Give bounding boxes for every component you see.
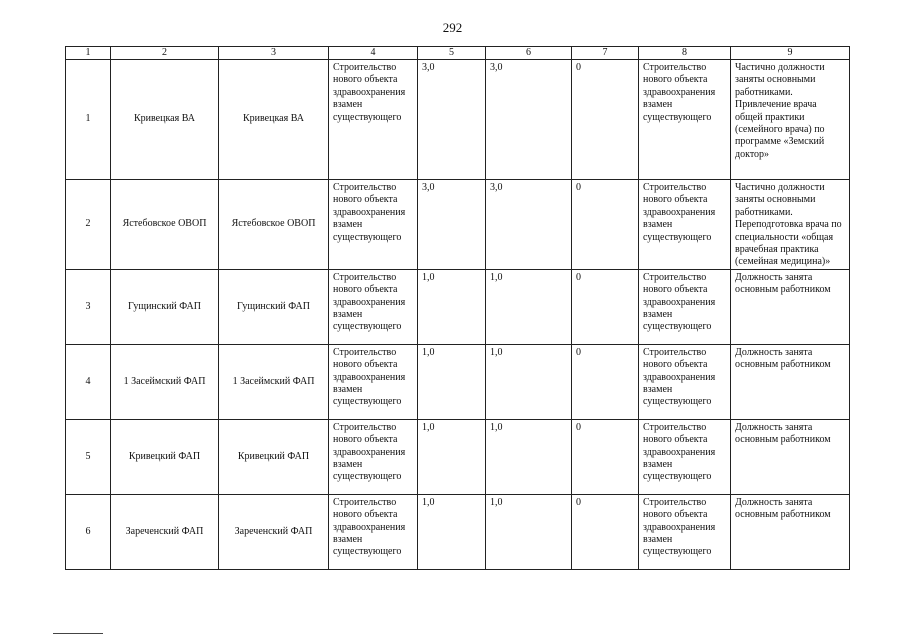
facility-name: Кривецкий ФАП xyxy=(111,419,219,494)
planned-action: Строительство нового объекта здравоохранения взамен существующего xyxy=(329,419,418,494)
staffing-note: Должность занята основным работником xyxy=(731,419,850,494)
facility-name: 1 Засеймский ФАП xyxy=(111,344,219,419)
row-number: 4 xyxy=(66,344,111,419)
action-col8: Строительство нового объекта здравоохранения взамен существующего xyxy=(639,494,731,569)
row-number: 6 xyxy=(66,494,111,569)
staffing-note: Частично должности заняты основными работниками. Привлечение врача общей практики (семейного врача) по программе «Земский доктор» xyxy=(731,60,850,180)
value-col6: 3,0 xyxy=(486,180,572,270)
facility-name: Гущинский ФАП xyxy=(111,269,219,344)
action-col8: Строительство нового объекта здравоохранения взамен существующего xyxy=(639,180,731,270)
table-row xyxy=(66,419,850,494)
column-header: 4 xyxy=(329,47,418,60)
column-header: 9 xyxy=(731,47,850,60)
value-col6: 1,0 xyxy=(486,344,572,419)
row-number: 3 xyxy=(66,269,111,344)
value-col5: 3,0 xyxy=(418,60,486,180)
value-col7: 0 xyxy=(572,419,639,494)
facility-name-target: Кривецкая ВА xyxy=(219,60,329,180)
row-number: 1 xyxy=(66,60,111,180)
planned-action: Строительство нового объекта здравоохранения взамен существующего xyxy=(329,269,418,344)
table-row xyxy=(66,180,850,270)
document-table xyxy=(65,46,850,570)
value-col5: 1,0 xyxy=(418,494,486,569)
column-header: 6 xyxy=(486,47,572,60)
facility-name-target: 1 Засеймский ФАП xyxy=(219,344,329,419)
value-col6: 1,0 xyxy=(486,419,572,494)
column-header: 8 xyxy=(639,47,731,60)
table-header-row xyxy=(66,47,850,60)
staffing-note: Должность занята основным работником xyxy=(731,269,850,344)
facility-name: Кривецкая ВА xyxy=(111,60,219,180)
row-number: 5 xyxy=(66,419,111,494)
value-col7: 0 xyxy=(572,180,639,270)
facility-name-target: Гущинский ФАП xyxy=(219,269,329,344)
action-col8: Строительство нового объекта здравоохранения взамен существующего xyxy=(639,419,731,494)
footnote-divider xyxy=(53,633,103,634)
value-col7: 0 xyxy=(572,269,639,344)
column-header: 7 xyxy=(572,47,639,60)
facility-name-target: Кривецкий ФАП xyxy=(219,419,329,494)
column-header: 5 xyxy=(418,47,486,60)
column-header: 1 xyxy=(66,47,111,60)
page-number: 292 xyxy=(442,20,463,35)
facility-name-target: Ястебовское ОВОП xyxy=(219,180,329,270)
action-col8: Строительство нового объекта здравоохранения взамен существующего xyxy=(639,60,731,180)
planned-action: Строительство нового объекта здравоохранения взамен существующего xyxy=(329,344,418,419)
value-col6: 1,0 xyxy=(486,494,572,569)
table-row xyxy=(66,494,850,569)
planned-action: Строительство нового объекта здравоохранения взамен существующего xyxy=(329,60,418,180)
table-row xyxy=(66,60,850,180)
value-col5: 1,0 xyxy=(418,344,486,419)
staffing-note: Должность занята основным работником xyxy=(731,344,850,419)
staffing-note: Должность занята основным работником xyxy=(731,494,850,569)
facility-name: Ястебовское ОВОП xyxy=(111,180,219,270)
table-row xyxy=(66,344,850,419)
value-col7: 0 xyxy=(572,60,639,180)
facility-name-target: Зареченский ФАП xyxy=(219,494,329,569)
action-col8: Строительство нового объекта здравоохранения взамен существующего xyxy=(639,269,731,344)
column-header: 2 xyxy=(111,47,219,60)
row-number: 2 xyxy=(66,180,111,270)
facility-name: Зареченский ФАП xyxy=(111,494,219,569)
planned-action: Строительство нового объекта здравоохранения взамен существующего xyxy=(329,180,418,270)
value-col5: 3,0 xyxy=(418,180,486,270)
action-col8: Строительство нового объекта здравоохранения взамен существующего xyxy=(639,344,731,419)
planned-action: Строительство нового объекта здравоохранения взамен существующего xyxy=(329,494,418,569)
value-col5: 1,0 xyxy=(418,269,486,344)
column-header: 3 xyxy=(219,47,329,60)
value-col6: 3,0 xyxy=(486,60,572,180)
staffing-note: Частично должности заняты основными работниками. Переподготовка врача по специальности «общая врачебная практика (семейная медицина)» xyxy=(731,180,850,270)
value-col7: 0 xyxy=(572,344,639,419)
table-row xyxy=(66,269,850,344)
value-col7: 0 xyxy=(572,494,639,569)
value-col6: 1,0 xyxy=(486,269,572,344)
value-col5: 1,0 xyxy=(418,419,486,494)
